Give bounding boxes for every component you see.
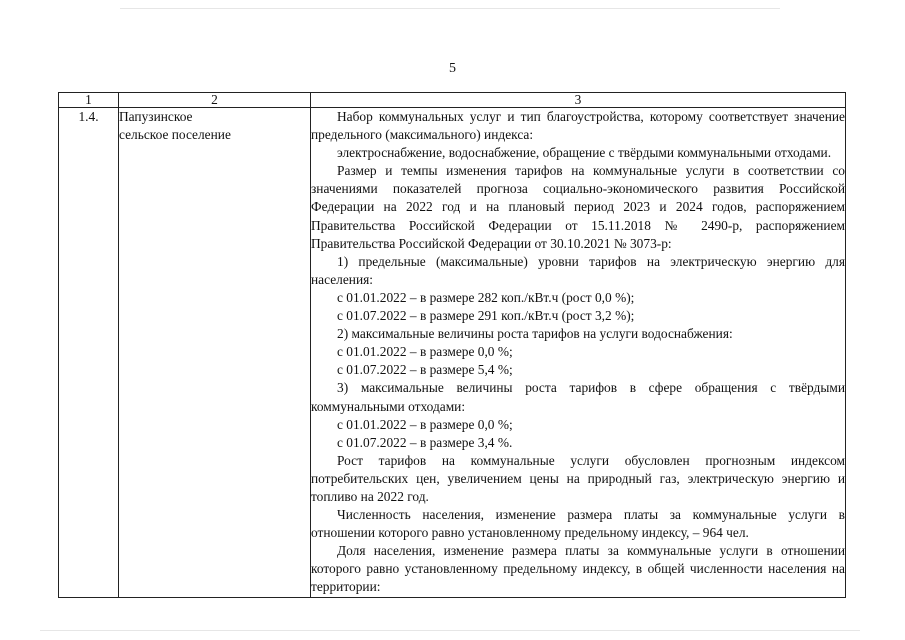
paragraph-water-jul: с 01.07.2022 – в размере 5,4 %; [337,362,513,378]
paragraph-electricity-jul: с 01.07.2022 – в размере 291 коп./кВт.ч (рост 3,2 %); [337,308,635,324]
paragraph-waste-heading: 3) максимальные величины роста тарифов в сфере обращения с твёрдыми коммунальными отходами: [311,380,845,414]
header-cell-3: 3 [311,93,846,108]
scan-artifact-top [120,8,780,9]
paragraph-waste-jul: с 01.07.2022 – в размере 3,4 %. [337,434,513,450]
settlement-name-cell [119,108,311,598]
paragraph-electricity-jan: с 01.01.2022 – в размере 282 коп./кВт.ч (рост 0,0 %); [337,289,635,305]
paragraph-water-jan: с 01.01.2022 – в размере 0,0 %; [337,344,513,360]
paragraph-waste-jan: с 01.01.2022 – в размере 0,0 %; [337,416,513,432]
scan-artifact-bottom [40,630,860,631]
paragraph-tariff-basis: Размер и темпы изменения тарифов на коммунальные услуги в соответствии со значениями показателей прогноза социально-экономического развития Российской Федерации на 2022 год и на плановый период 2023 и 2024 годов, распоряжением Правительства Российской Федерации от 15.11.2018 № 2490-р, распоряжением Правительства Российской Федерации от 30.10.2021 № 3073-р: [311,163,845,251]
paragraph-electricity-heading: 1) предельные (максимальные) уровни тарифов на электрическую энергию для населения: [311,253,845,287]
header-cell-2: 2 [119,93,311,108]
paragraph-utility-set: Набор коммунальных услуг и тип благоустройства, которому соответствует значение предельного (максимального) индекса: [311,109,845,143]
paragraph-water-heading: 2) максимальные величины роста тарифов на услуги водоснабжения: [337,326,733,342]
page-number: 5 [449,61,456,76]
description-cell [311,108,846,598]
header-cell-1: 1 [59,93,119,108]
paragraph-utility-list: электроснабжение, водоснабжение, обращение с твёрдыми коммунальными отходами. [337,145,832,161]
row-number: 1.4. [78,109,99,124]
table-row [59,108,846,598]
paragraph-growth-reason: Рост тарифов на коммунальные услуги обусловлен прогнозным индексом потребительских цен, увеличением цены на природный газ, электрическую энергию и топливо на 2022 год. [311,452,845,504]
tariff-table [58,92,846,598]
row-number-cell [59,108,119,598]
paragraph-population-count: Численность населения, изменение размера платы за коммунальные услуги в отношении которого равно установленному предельному индексу, – 964 чел. [311,507,845,541]
settlement-name-line-2: сельское поселение [119,127,231,143]
table-header-row [59,93,846,108]
settlement-name-line-1: Папузинское [119,109,193,124]
paragraph-population-share: Доля населения, изменение размера платы за коммунальные услуги в отношении которого равно установленному предельному индексу, в общей численности населения на территории: [311,543,845,595]
